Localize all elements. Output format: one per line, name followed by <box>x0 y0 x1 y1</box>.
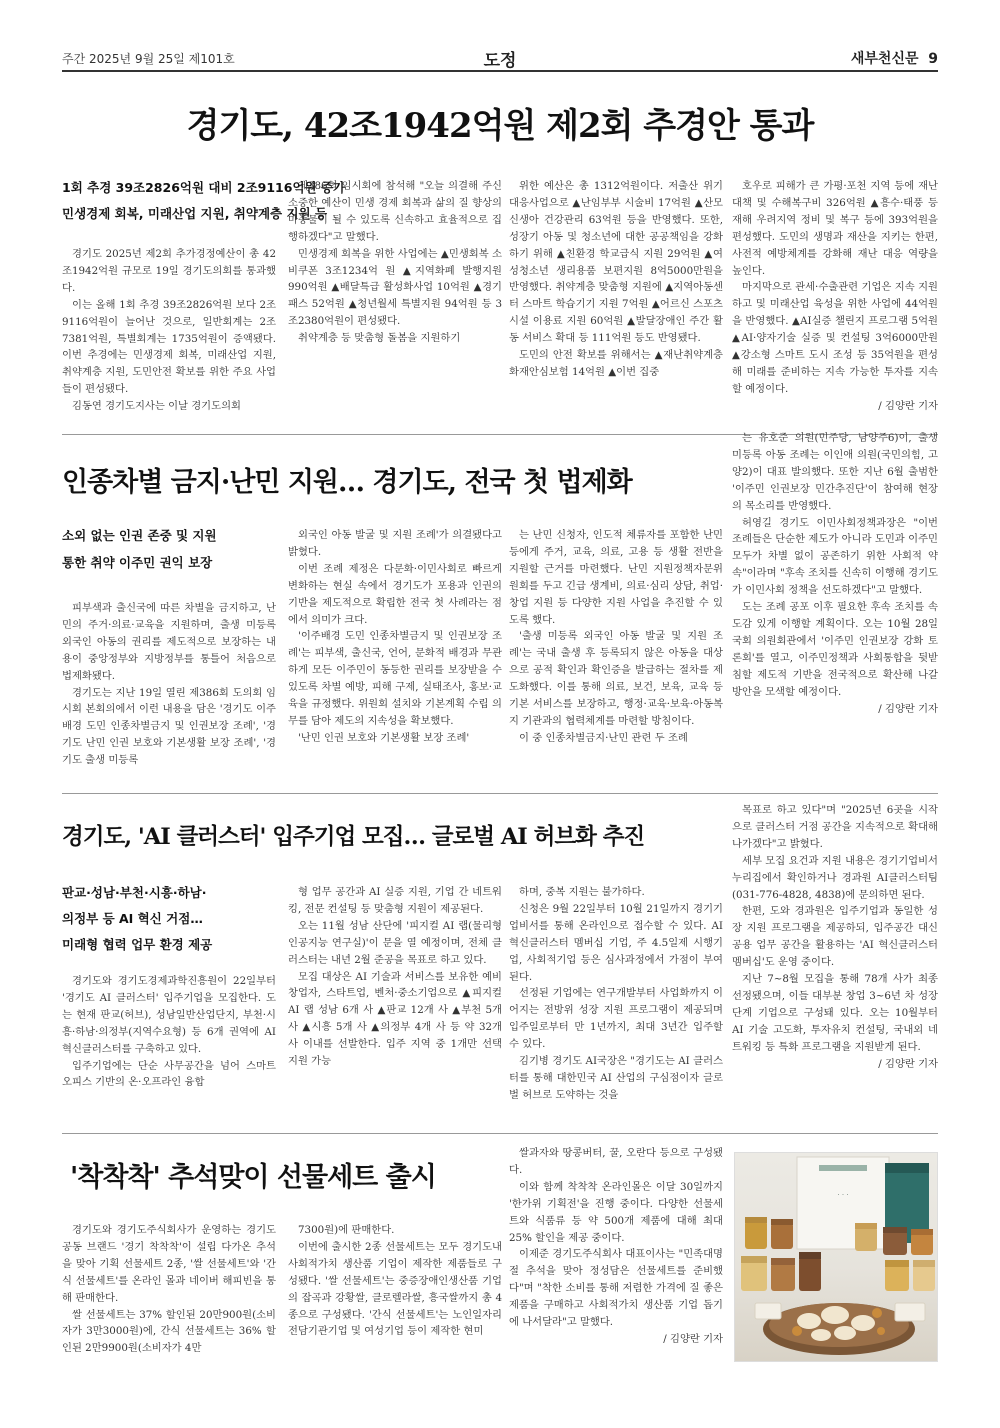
article-3-column-3: 하며, 중복 지원는 불가하다. 신청은 9월 22일부터 10월 21일까지 경기기업비서를 통해 온라인으로 접수할 수 있다. AI 혁신클러스터 멤버십 기업, 주 4.5일제 시행기업, 사회적기업 등은 심사과정에서 가점이 부여된다. 선정된 기업에는 연구개발부터 사업화까지 이어지는 전방위 성장 지원 프로그램이 제공되며 입주일로부터 만 1년까지, 최대 3년간 입주할 수 있다. 김기병 경기도 AI국장은 "경기도는 AI 클러스터를 통해 대한민국 AI 산업의 구심점이자 글로벌 허브로 도약하는 것을 <box>509 886 723 1101</box>
subhead: 의정부 등 AI 혁신 거점… <box>62 911 203 926</box>
issue-info: 주간 2025년 9월 25일 제101호 <box>62 52 235 66</box>
byline: / 김양란 기자 <box>878 399 938 412</box>
subhead: 소외 없는 인권 존중 및 지원 <box>62 528 217 543</box>
article-3-column-2: 형 업무 공간과 AI 실증 지원, 기업 간 네트워킹, 전문 컨설팅 등 맞춤형 지원이 제공된다. 오는 11월 성남 산단에 '피지컬 AI 랩(물리형 인공지능 연구실)'이 문을 열 예정이며, 전체 클러스터는 내년 2월 준공을 목표로 하고 있다. 모집 대상은 AI 기술과 서비스를 보유한 예비창업자, 스타트업, 벤처·중소기업으로 ▲피지컬 AI 랩 성남 6개 사 ▲판교 12개 사 ▲부천 5개 사 ▲시흥 5개 사 ▲의정부 4개 사 등 약 32개 사 이내를 선발한다. 입주 지역 중 1개만 선택 지원 가능 <box>288 886 502 1068</box>
article-3-column-4: 목표로 하고 있다"며 "2025년 6곳을 시작으로 클러스터 거점 공간을 지속적으로 확대해 나가겠다"고 밝혔다. 세부 모집 요건과 지원 내용은 경기기업비서 누리집에서 확인하거나 경과원 AI클러스터팀(031-776-4828, 4838)에 문의하면 된다. 한편, 도와 경과원은 입주기업과 동일한 성장 지원 프로그램을 제공하되, 입주공간 대신 공용 업무 공간을 활용하는 'AI 혁신클러스터 멤버십'도 운영 중이다. 지난 7~8월 모집을 통해 78개 사가 최종 선정됐으며, 이들 대부분 창업 3~6년 차 성장단계 기업으로 구성돼 있다. 오는 10월부터 AI 기술 고도화, 투자유치 컨설팅, 국내외 네트워킹 등 특화 프로그램을 지원받게 된다. / 김양란 기자 <box>732 802 938 1125</box>
article-2-column-1: 피부색과 출신국에 따른 차별을 금지하고, 난민의 주거·의료·교육을 지원하며, 출생 미등록 외국인 아동의 권리를 제도적으로 보장하는 내용이 중앙정부와 지방정부를 통틀어 처음으로 법제화됐다. 경기도는 지난 19일 열린 제386회 도의회 임시회 본회의에서 이런 내용을 담은 '경기도 이주배경 도민 인종차별금지 및 인권보장 조례', '경기도 난민 인권 보호와 기본생활 보장 조례', '경기도 출생 미등록 <box>62 602 276 767</box>
article-4-column-1: 경기도와 경기도주식회사가 운영하는 경기도 공동 브랜드 '경기 착착착'이 설립 다가온 추석을 맞아 기획 선물세트 2종, '쌀 선물세트'와 '간식 선물세트'를 온라인 몰과 네이버 해피빈을 통해 판매한다. 쌀 선물세트는 37% 할인된 20만900원(소비자가 3만3000원)에, 간식 선물세트는 36% 할인된 2만9900원(소비자가 4만 <box>62 1224 276 1355</box>
article-4-column-2: 7300원)에 판매한다. 이번에 출시한 2종 선물세트는 모두 경기도내 사회적가치 생산품 기업이 제작한 제품들로 구성됐다. '쌀 선물세트'는 중증장애인생산품 기업의 잡곡과 강황쌀, 클로렐라쌀, 흥국쌀까지 총 4종으로 구성됐다. '간식 선물세트'는 노인일자리 전담기관기업 및 여성기업 등이 제작한 현미 <box>288 1224 502 1338</box>
article-divider <box>62 1133 938 1134</box>
article-1-column-1: 경기도 2025년 제2회 추가경정예산이 총 42조1942억원 규모로 19일 경기도의회를 통과했다. 이는 올해 1회 추경 39조2826억원 보다 2조9116억원이 늘어난 것으로, 일반회계는 2조7381억원, 특별회계는 1735억원이 증액됐다. 이번 추경에는 민생경제 회복, 미래산업 지원, 취약계층 지원, 도민안전 확보를 위한 주요 사업들이 편성됐다. 김동연 경기도지사는 이날 경기도의회 <box>62 248 276 413</box>
article-2-column-2: 외국인 아동 발굴 및 지원 조례'가 의결됐다고 밝혔다. 이번 조례 제정은 다문화·이민사회로 빠르게 변화하는 현실 속에서 경기도가 포용과 인권의 기반을 제도적으로 확립한 전국 첫 사례라는 점에서 의미가 크다. '이주배경 도민 인종차별금지 및 인권보장 조례'는 피부색, 출신국, 언어, 문화적 배경과 무관하게 모든 이주민이 동등한 권리를 보장받을 수 있도록 차별 예방, 피해 구제, 실태조사, 홍보·교육을 규정했다. 위원회 설치와 기본계획 수립 의무를 담아 제도의 지속성을 확보했다. '난민 인권 보호와 기본생활 보장 조례' <box>288 529 502 744</box>
article-3-headline: 경기도, 'AI 클러스터' 입주기업 모집… 글로벌 AI 허브화 추진 <box>62 824 645 850</box>
article-2-headline: 인종차별 금지·난민 지원… 경기도, 전국 첫 법제화 <box>62 467 632 498</box>
byline: / 김양란 기자 <box>878 1057 938 1070</box>
article-3-subheads <box>62 880 212 958</box>
byline: / 김양란 기자 <box>878 702 938 715</box>
article-2-column-3: 는 난민 신청자, 인도적 체류자를 포함한 난민 등에게 주거, 교육, 의료, 고용 등 생활 전반을 지원할 근거를 마련했다. 난민 지원정책자문위원회를 두고 긴급 생계비, 의료·심리 상담, 취업·창업 지원 등 다양한 지원 사업을 추진할 수 있도록 했다. '출생 미등록 외국인 아동 발굴 및 지원 조례'는 국내 출생 후 등록되지 않은 아동을 대상으로 공적 확인과 확인증을 발급하는 절차를 제도화했다. 이를 통해 의료, 보건, 보육, 교육 등 기본 서비스를 보장하고, 행정·교육·보육·아동복지 기관과의 협력체계를 마련할 방침이다. 이 중 인종차별금지·난민 관련 두 조례 <box>509 529 723 744</box>
subhead: 1회 추경 39조2826억원 대비 2조9116억원 증가 <box>62 180 346 195</box>
subhead: 판교·성남·부천·시흥·하남· <box>62 885 207 900</box>
gift-set-illustration <box>735 1153 938 1362</box>
article-4-headline: '착착착' 추석맞이 선물세트 출시 <box>70 1162 436 1193</box>
subhead: 통한 취약 이주민 권익 보장 <box>62 555 213 570</box>
article-divider <box>62 793 938 794</box>
subhead: 미래형 협력 업무 환경 제공 <box>62 937 213 952</box>
article-1-column-3: 위한 예산은 총 1312억원이다. 저출산 위기 대응사업으로 ▲난임부부 시술비 17억원 ▲산모신생아 건강관리 63억원 등을 반영했다. 또한, 성장기 아동 및 청소년에 대한 공공책임을 강화하기 위해 ▲친환경 학교급식 지원 29억원 ▲여성청소년 생리용품 보편지원 8억5000만원을 반영했다. 취약계층 맞춤형 지원에 ▲지역아동센터 스마트 학습기기 지원 7억원 ▲어르신 스포츠 시설 이용료 지원 60억원 ▲발달장애인 주간 활동 서비스 확대 등 111억원 등도 반영됐다. 도민의 안전 확보를 위해서는 ▲재난취약계층 화재안심보험 14억원 ▲이번 집중 <box>509 180 723 378</box>
article-1-column-4: 호우로 피해가 큰 가평·포천 지역 등에 재난대책 및 수해복구비 326억원 ▲흥수·태풍 등 재해 우려지역 정비 및 복구 등에 393억원을 편성했다. 도민의 생명과 재산을 지키는 한편, 사전적 예방체계를 강화해 재난 대응 역량을 높인다. 마지막으로 관세·수출관련 기업은 지속 지원하고 및 미래산업 육성을 위한 사업에 44억원을 반영했다. ▲AI실증 챌린지 프로그램 5억원 ▲AI·양자기술 실증 및 컨설팅 3억6000만원 ▲강소형 스마트 도시 조성 등 35억원을 편성해 미래를 준비하는 지속 가능한 투자를 지속할 예정이다. / 김양란 기자 <box>732 178 938 428</box>
article-2-column-4: 는 유호준 의원(민주당, 남양주6)이, 출생 미등록 아동 조례는 이인애 의원(국민의힘, 고양2)이 대표 발의했다. 또한 지난 6월 출범한 '이주민 인권보장 민간추진단'이 참여해 현장의 목소리를 반영했다. 허영길 경기도 이민사회정책과장은 "이번 조례들은 단순한 제도가 아니라 도민과 이주민 모두가 차별 없이 공존하기 위한 사회적 약속"이라며 "후속 조치를 신속히 이행해 경기도가 이민사회 정책을 선도하겠다"고 말했다. 도는 조례 공포 이후 필요한 후속 조치를 속도감 있게 이행할 계획이다. 오는 10월 28일 국회 의원회관에서 '이주민 인권보장 강화 토론회'를 열고, 이주민정책과 사회통합을 뒷받침할 제도적 기반을 전국적으로 확산해 나갈 방안을 모색할 예정이다. / 김양란 기자 <box>732 430 938 786</box>
article-4-column-3: 쌀과자와 땅콩버터, 꿀, 오란다 등으로 구성됐다. 이와 함께 착착착 온라인몰은 이달 30일까지 '한가위 기획전'을 진행 중이다. 다양한 선물세트와 식품류 등 약 500개 제품에 대해 최대 25% 할인을 제공 중이다. 이제준 경기도주식회사 대표이사는 "민족대명절 추석을 맞아 정성담은 선물세트를 준비했다"며 "착한 소비를 통해 저렴한 가격에 질 좋은 제품을 구매하고 사회적가치 생산품 기업 돕기에 나서달라"고 말했다. / 김양란 기자 <box>509 1145 723 1368</box>
article-1-headline: 경기도, 42조1942억원 제2회 추경안 통과 <box>186 106 814 146</box>
svg-text:· · ·: · · · <box>837 1191 849 1199</box>
gift-set-product-photo <box>734 1152 938 1362</box>
page-masthead <box>62 46 938 72</box>
paper-name-page: 새부천신문 9 <box>850 51 938 67</box>
article-2-subheads <box>62 522 217 576</box>
article-3-column-1: 경기도와 경기도경제과학진흥원이 22일부터 '경기도 AI 클러스터' 입주기업을 모집한다. 도는 현재 판교(허브), 성남일반산업단지, 부천·시흥·하남·의정부(지역수요형) 등 6개 권역에 AI 혁신클러스터를 구축하고 있다. 입주기업에는 단순 사무공간을 넘어 스마트 오피스 기반의 온·오프라인 융합 <box>62 975 276 1089</box>
subhead: 민생경제 회복, 미래산업 지원, 취약계층 지원 등 <box>62 206 328 221</box>
article-1-column-2: 제386회 임시회에 참석해 "오늘 의결해 주신 소중한 예산이 민생 경제 회복과 삶의 질 향상의 마중물이 될 수 있도록 신속하고 효율적으로 집행하겠다"고 말했다. 민생경제 회복을 위한 사업에는 ▲민생회복 소비쿠폰 3조1234억 원 ▲지역화폐 발행지원 990억원 ▲배달특급 활성화사업 10억원 ▲경기패스 52억원 ▲청년월세 특별지원 94억원 등 3조2380억원이 편성됐다. 취약계층 등 맞춤형 돌봄을 지원하기 <box>288 180 502 345</box>
byline: / 김양란 기자 <box>663 1332 723 1345</box>
section-title: 도정 <box>483 51 517 71</box>
